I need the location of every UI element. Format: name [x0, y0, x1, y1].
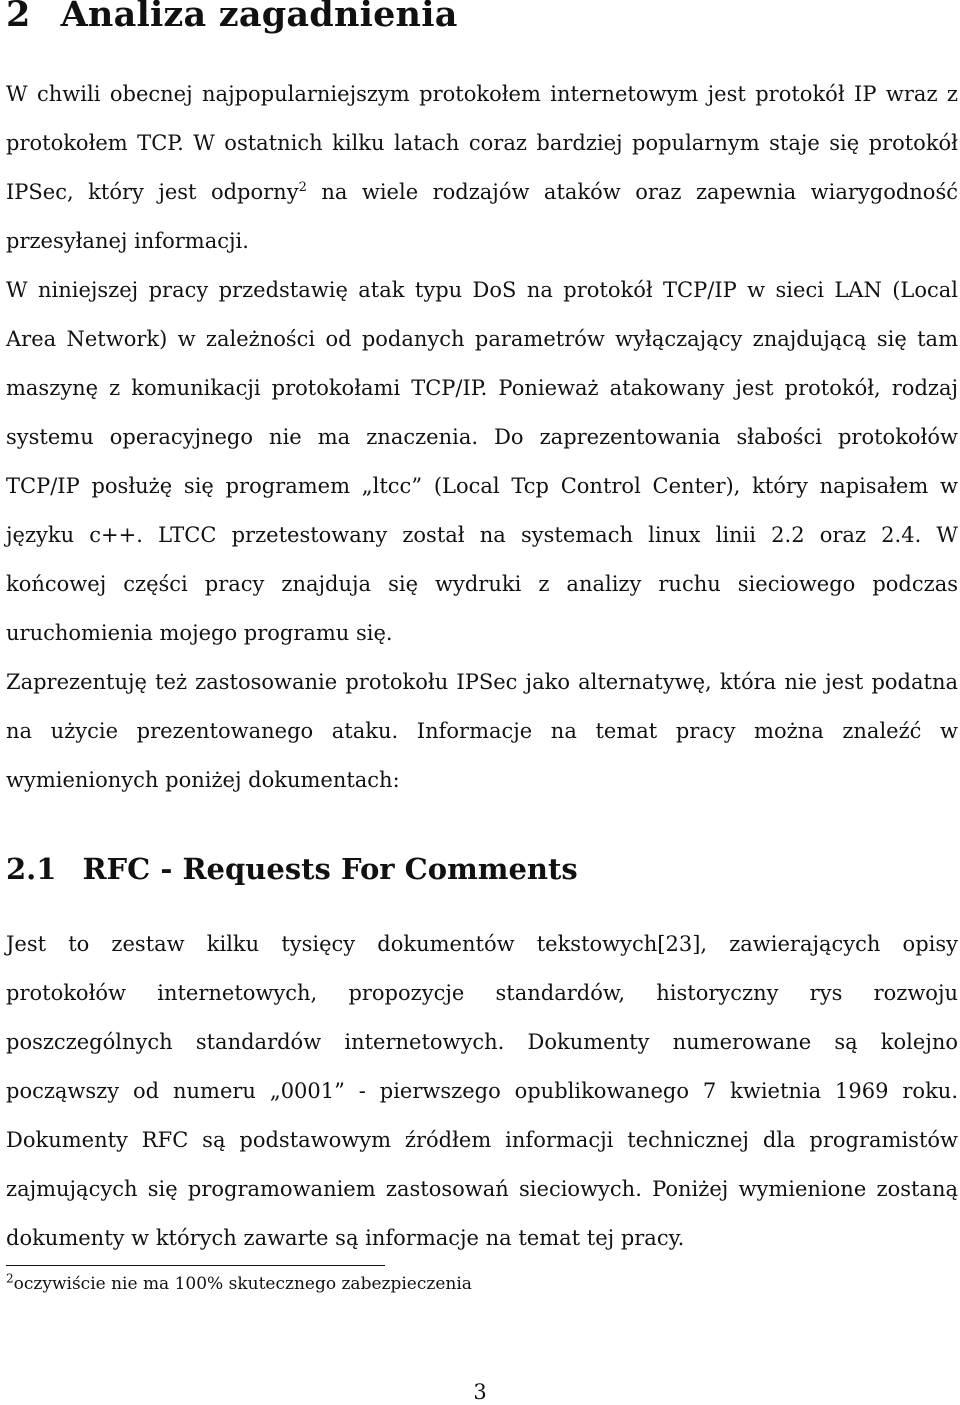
section-heading: [6, 0, 458, 35]
footnote: [6, 1272, 472, 1296]
footnote-divider: [6, 1265, 385, 1266]
section-title: Analiza zagadnienia: [60, 0, 458, 35]
footnote-text: oczywiście nie ma 100% skutecznego zabezpieczenia: [13, 1274, 472, 1294]
page-number: 3: [473, 1380, 487, 1404]
paragraph-ipsec: Zaprezentuję też zastosowanie protokołu IPSec jako alternatywę, która nie jest podatna na użycie prezentowanego ataku. Informacje na temat pracy można znaleźć w wymienionych poniżej dokumentach:: [6, 670, 958, 792]
paragraph-intro: [6, 70, 958, 266]
subsection-heading: [6, 852, 578, 886]
paragraph-intro-text-before: W chwili obecnej najpopularniejszym protokołem internetowym jest protokół IP wraz z protokołem TCP. W ostatnich kilku latach coraz bardziej popularnym staje się protokół IPSec, który jest odporny: [6, 82, 958, 204]
subsection-number: 2.1: [6, 852, 57, 886]
paragraph-rfc: Jest to zestaw kilku tysięcy dokumentów tekstowych[23], zawierających opisy protokołów internetowych, propozycje standardów, historyczny rys rozwoju poszczególnych standardów internetowych. Dokumenty numerowane są kolejno począwszy od numeru „0001” - pierwszego opublikowanego 7 kwietnia 1969 roku. Dokumenty RFC są podstawowym źródłem informacji technicznej dla programistów zajmujących się programowaniem zastosowań sieciowych. Poniżej wymienione zostaną dokumenty w których zawarte są informacje na temat tej pracy.: [6, 932, 958, 1250]
footnote-reference: 2: [298, 180, 307, 195]
paragraph-attack-description: W niniejszej pracy przedstawię atak typu DoS na protokół TCP/IP w sieci LAN (Local Area Network) w zależności od podanych parametrów wyłączający znajdującą się tam maszynę z komunikacji protokołami TCP/IP. Ponieważ atakowany jest protokół, rodzaj systemu operacyjnego nie ma znaczenia. Do zaprezentowania słabości protokołów TCP/IP posłużę się programem „ltcc” (Local Tcp Control Center), który napisałem w języku c++. LTCC przetestowany został na systemach linux linii 2.2 oraz 2.4. W końcowej części pracy znajduja się wydruki z analizy ruchu sieciowego podczas uruchomienia mojego programu się.: [6, 278, 958, 645]
subsection-title: RFC - Requests For Comments: [82, 852, 578, 886]
section-number: 2: [6, 0, 31, 35]
footnote-mark: 2: [6, 1271, 14, 1286]
paragraph-intro-text-after: na wiele rodzajów ataków oraz zapewnia wiarygodność przesyłanej informacji.: [6, 180, 958, 253]
